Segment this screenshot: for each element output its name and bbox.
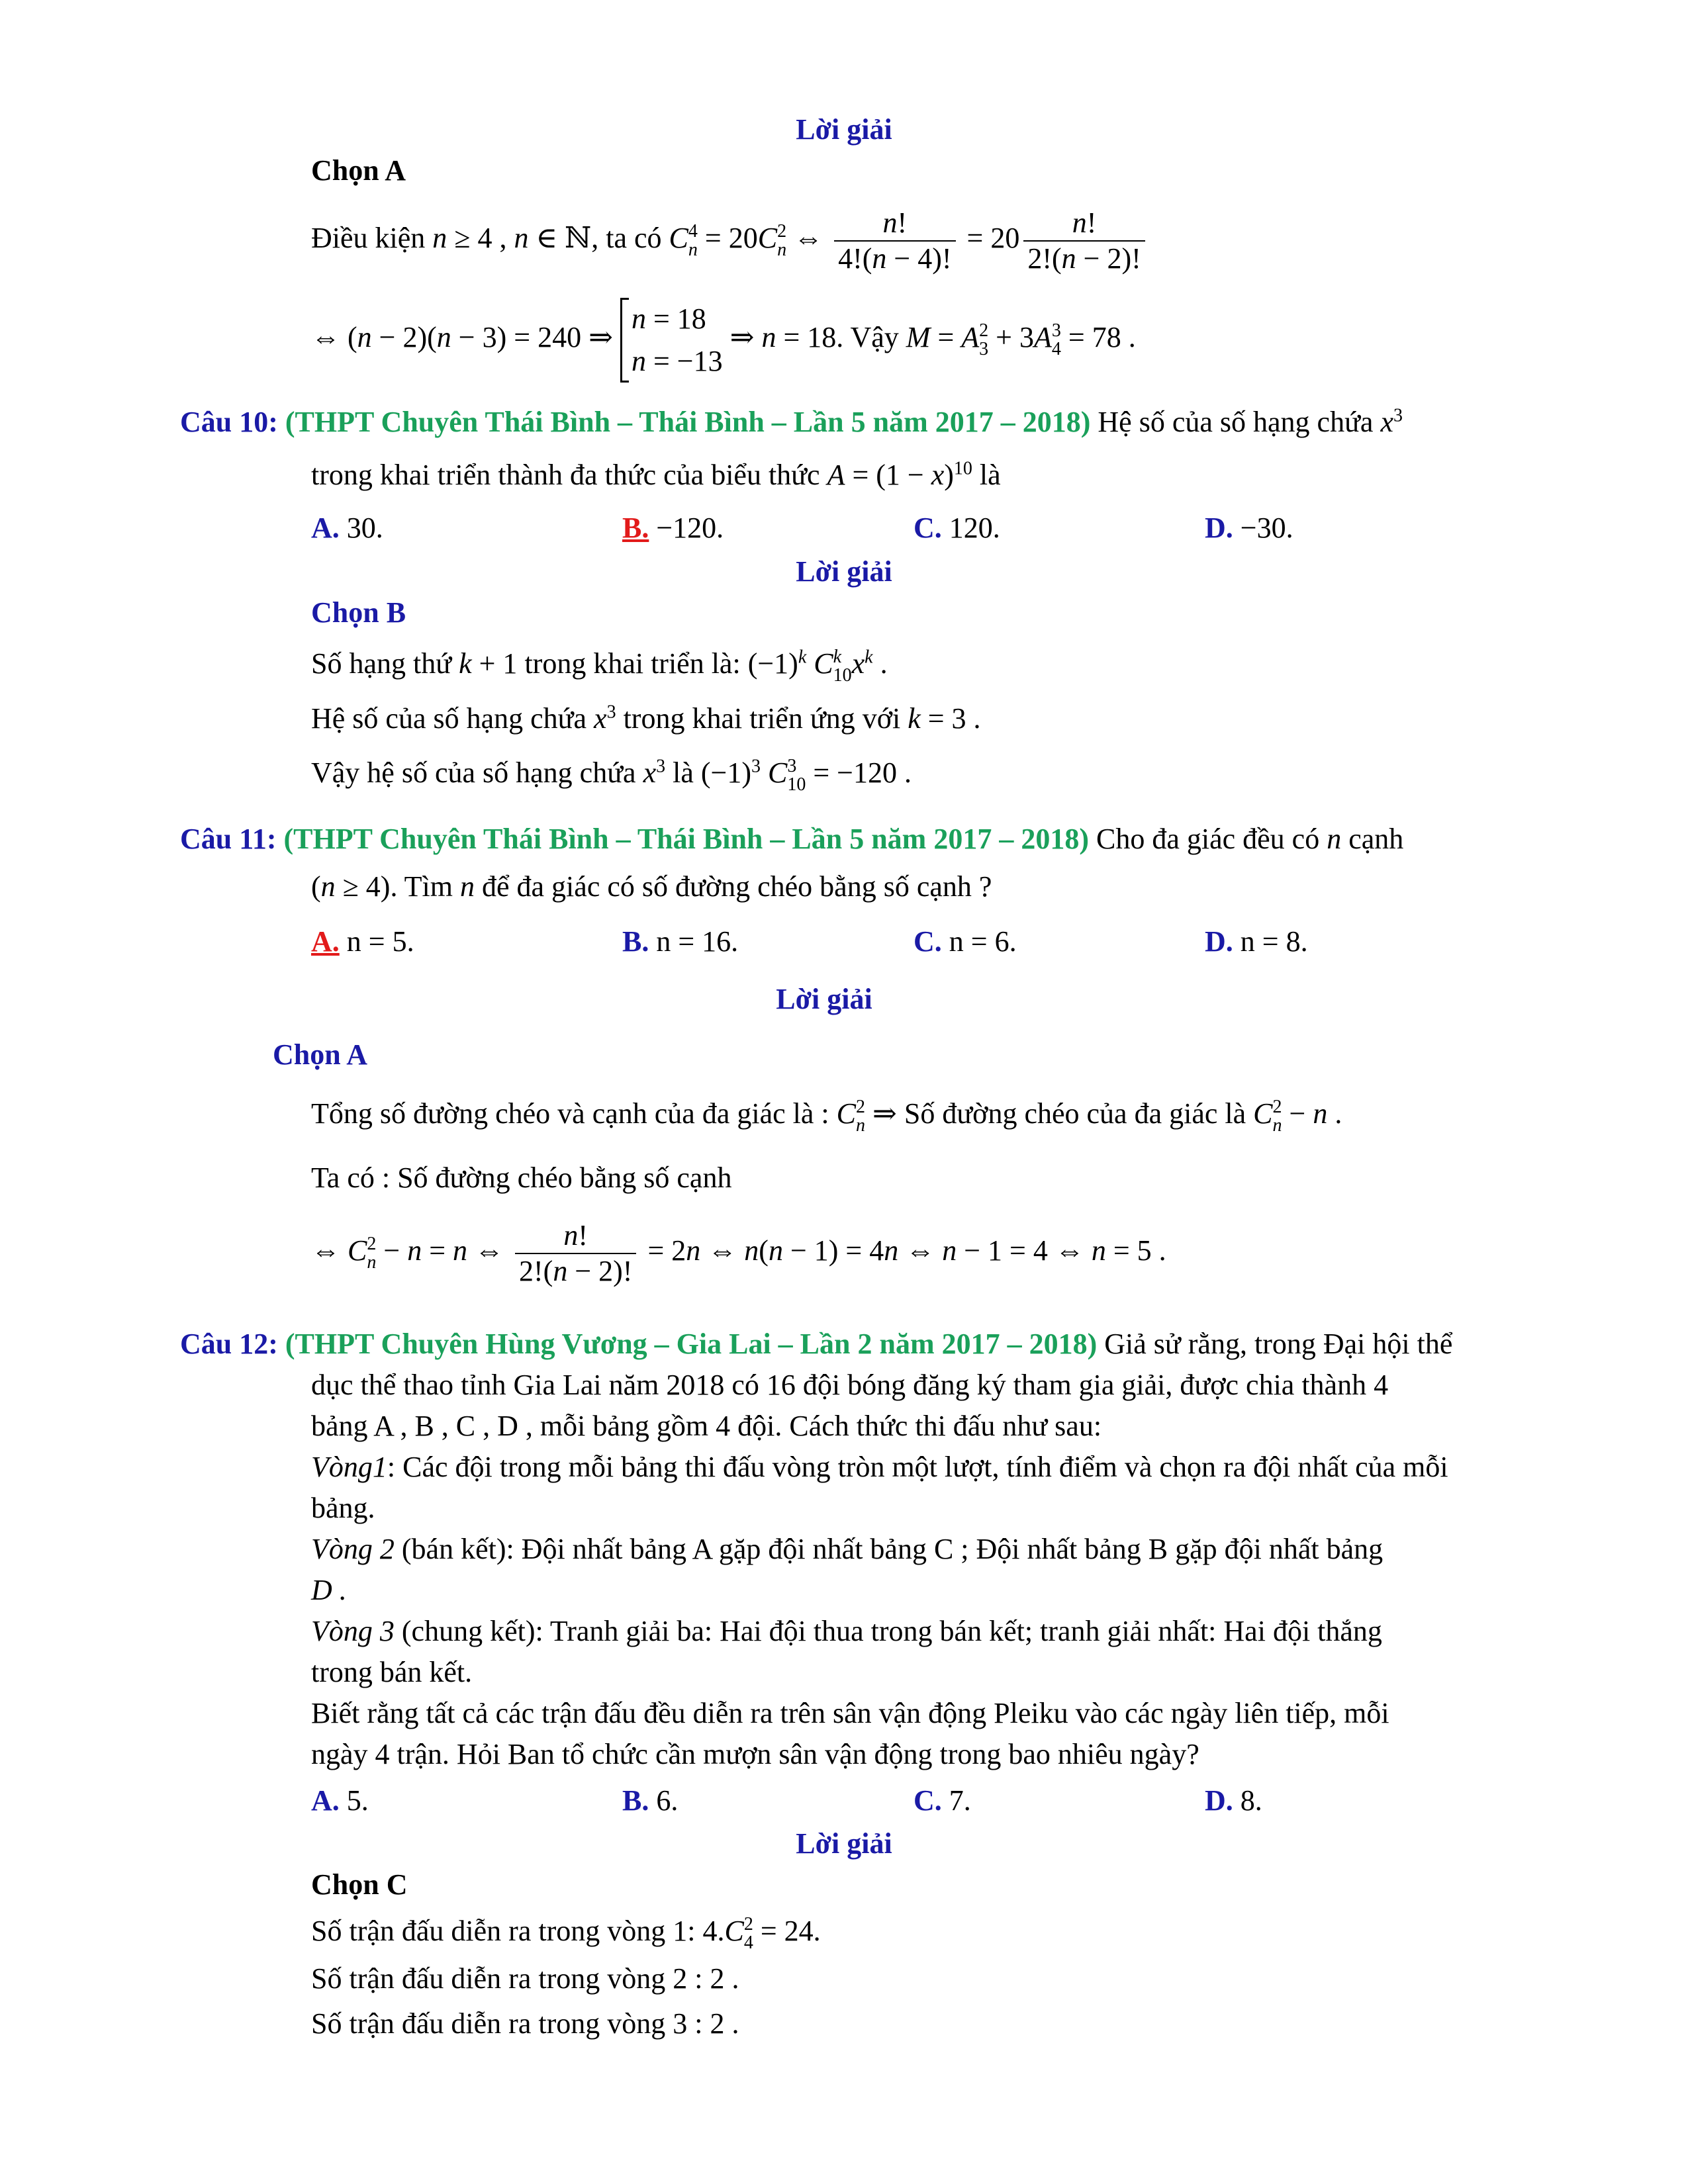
condition-mid: , ta có: [591, 222, 662, 254]
case-bracket: n = 18 n = −13: [620, 298, 723, 383]
question-12-option-a: A. 5.: [311, 1784, 369, 1817]
question-12-round-3-cont: trong bán kết.: [311, 1656, 473, 1688]
question-10-option-b: B. −120.: [622, 512, 724, 544]
solution-heading-11: Lời giải: [776, 983, 872, 1015]
solution-heading-12: Lời giải: [796, 1827, 892, 1860]
question-12-round-1-cont: bảng.: [311, 1492, 375, 1524]
solution-12-line-2: Số trận đấu diễn ra trong vòng 2 : 2 .: [311, 1962, 739, 1995]
question-10-option-d: D. −30.: [1205, 512, 1293, 544]
question-12-source: (THPT Chuyên Hùng Vương – Gia Lai – Lần 2 năm 2017 – 2018): [285, 1328, 1098, 1360]
question-11-source: (THPT Chuyên Thái Bình – Thái Bình – Lần 5 năm 2017 – 2018): [283, 823, 1089, 855]
question-12-line-3: bảng A , B , C , D , mỗi bảng gồm 4 đội. Cách thức thi đấu như sau:: [311, 1410, 1102, 1442]
question-10-label: Câu 10:: [180, 406, 278, 438]
question-11-line-1: Câu 11: (THPT Chuyên Thái Bình – Thái Bình – Lần 5 năm 2017 – 2018) Cho đa giác đều có n cạnh: [180, 823, 1404, 855]
question-10-option-a: A. 30.: [311, 512, 383, 544]
question-11-option-a: A. n = 5.: [311, 925, 414, 958]
solution-11-equation: ⇔ C 2 n − n = n ⇔ $\frac{n!}{2!(n - 2)!}$ = 2n ⇔ n(n − 1) = 4n ⇔ n − 1 = 4 ⇔ n = 5 .: [311, 1218, 1166, 1287]
chosen-answer-1: Chọn A: [311, 154, 406, 187]
question-12-option-d: D. 8.: [1205, 1784, 1262, 1817]
question-10-option-c: C. 120.: [914, 512, 1000, 544]
question-12-line-1: Câu 12: (THPT Chuyên Hùng Vương – Gia Lai – Lần 2 năm 2017 – 2018) Giả sử rằng, trong Đại hội thể: [180, 1328, 1453, 1360]
question-12-round-3: Vòng 3 (chung kết): Tranh giải ba: Hai đội thua trong bán kết; tranh giải nhất: Hai đội thắng: [311, 1615, 1382, 1647]
question-10-text-1: Hệ số của số hạng chứa: [1098, 406, 1374, 438]
chosen-answer-10: Chọn B: [311, 596, 406, 629]
question-11-option-c: C. n = 6.: [914, 925, 1017, 958]
question-12-round-2: Vòng 2 (bán kết): Đội nhất bảng A gặp đội nhất bảng C ; Đội nhất bảng B gặp đội nhất bảng: [311, 1533, 1383, 1565]
solution-heading-10: Lời giải: [796, 555, 892, 588]
question-12-round-1: Vòng1: Các đội trong mỗi bảng thi đấu vòng tròn một lượt, tính điểm và chọn ra đội nhất của mỗi: [311, 1451, 1448, 1483]
question-10-source: (THPT Chuyên Thái Bình – Thái Bình – Lần 5 năm 2017 – 2018): [285, 406, 1091, 438]
solution-heading-1: Lời giải: [796, 113, 892, 146]
solution-10-line-1: Số hạng thứ k + 1 trong khai triển là: $(-1)^k$ C k 10 $x^k$ .: [311, 646, 888, 686]
question-10-text-2-end: là: [979, 459, 1001, 491]
solution-10-line-3: Vậy hệ số của số hạng chứa $x^3$ là $(-1)^3$ C 3 10 = −120 .: [311, 755, 912, 795]
question-11-option-b: B. n = 16.: [622, 925, 739, 958]
condition-line: Điều kiện n ≥ 4 , n ∈ ℕ, ta có C 4 n = 20C 2 n ⇔ $\frac{n!}{4!(n - 4)!}$ = 20 $\frac{n!}{2!(n - 2)!}$: [311, 199, 1149, 278]
solution-12-line-3: Số trận đấu diễn ra trong vòng 3 : 2 .: [311, 2007, 739, 2040]
question-10-line-1: Câu 10: (THPT Chuyên Thái Bình – Thái Bình – Lần 5 năm 2017 – 2018) Hệ số của số hạng chứa $x^3$: [180, 405, 1403, 438]
question-10-text-2: trong khai triển thành đa thức của biểu thức: [311, 459, 820, 491]
question-11-option-d: D. n = 8.: [1205, 925, 1308, 958]
therefore-text: . Vậy: [836, 321, 899, 353]
question-12-line-2: dục thể thao tỉnh Gia Lai năm 2018 có 16 đội bóng đăng ký tham gia giải, được chia thành 4: [311, 1369, 1389, 1401]
chosen-answer-12: Chọn C: [311, 1868, 408, 1901]
question-11-line-2: (n ≥ 4). Tìm n để đa giác có số đường chéo bằng số cạnh ?: [311, 870, 992, 903]
equation-line-1: ⇔ (n − 2)(n − 3) = 240 ⇒ n = 18 n = −13 ⇒ n = 18. Vậy M = A 2 3 + 3A 3 4 = 78 .: [311, 291, 1136, 384]
question-12-option-b: B. 6.: [622, 1784, 679, 1817]
question-12-option-c: C. 7.: [914, 1784, 971, 1817]
question-12-round-2-cont: D .: [311, 1574, 347, 1606]
question-10-line-2: trong khai triển thành đa thức của biểu thức $A = (1 - x)^{10}$ là: [311, 458, 1001, 491]
question-12-line-4: Biết rằng tất cả các trận đấu đều diễn ra trên sân vận động Pleiku vào các ngày liên tiếp, mỗi: [311, 1697, 1389, 1729]
solution-12-line-1: Số trận đấu diễn ra trong vòng 1: 4.C 2 4 = 24.: [311, 1913, 821, 1953]
question-11-label: Câu 11:: [180, 823, 277, 855]
condition-prefix: Điều kiện: [311, 222, 426, 254]
question-12-line-5: ngày 4 trận. Hỏi Ban tổ chức cần mượn sân vận động trong bao nhiêu ngày?: [311, 1738, 1199, 1770]
solution-11-line-1: Tổng số đường chéo và cạnh của đa giác là : C 2 n ⇒ Số đường chéo của đa giác là C 2 n − n .: [311, 1096, 1342, 1136]
solution-10-line-2: Hệ số của số hạng chứa $x^3$ trong khai triển ứng với k = 3 .: [311, 702, 981, 735]
solution-11-line-2: Ta có : Số đường chéo bằng số cạnh: [311, 1161, 732, 1194]
question-12-label: Câu 12:: [180, 1328, 278, 1360]
chosen-answer-11: Chọn A: [273, 1038, 368, 1071]
